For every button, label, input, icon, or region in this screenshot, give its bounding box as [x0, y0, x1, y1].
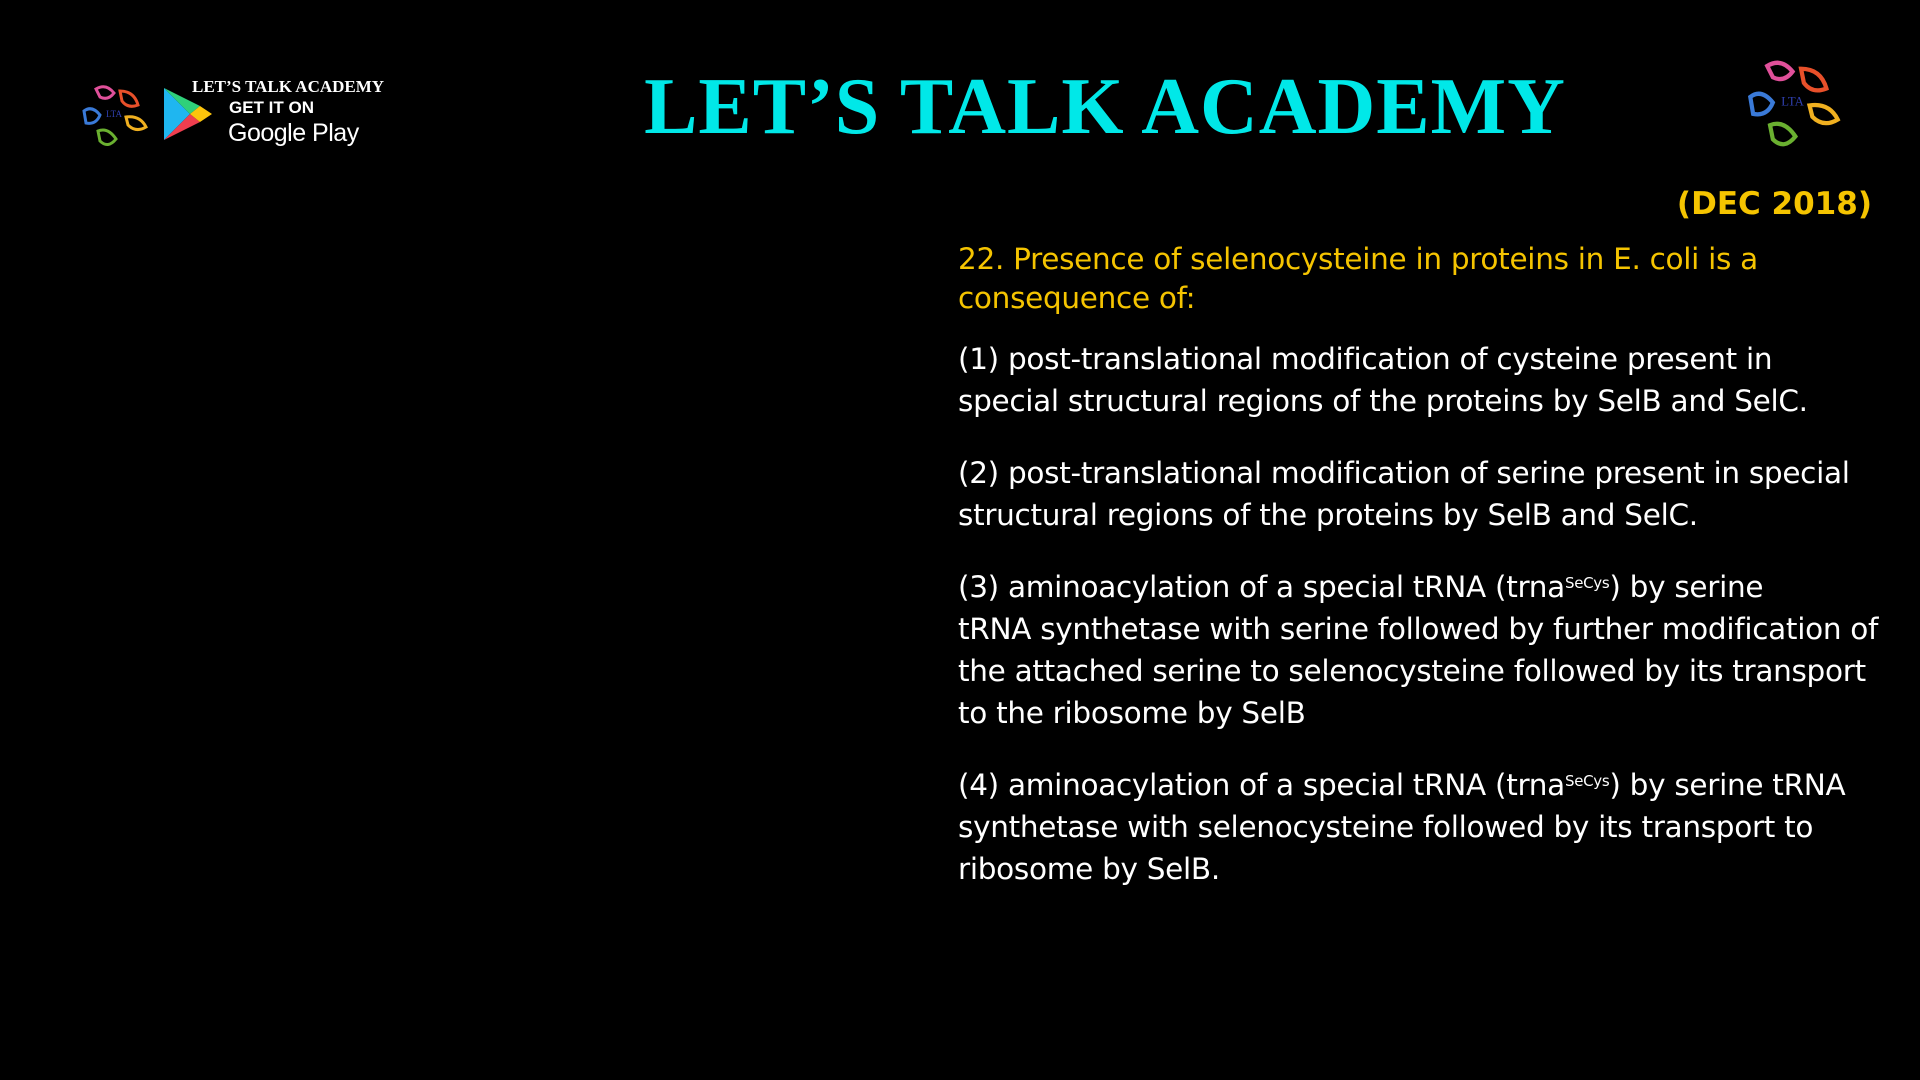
option-line: tRNA synthetase with serine followed by further modification of: [958, 612, 1879, 646]
superscript: SeCys: [1564, 772, 1610, 790]
superscript: SeCys: [1564, 574, 1610, 592]
option-text: ) by serine tRNA: [1609, 768, 1846, 802]
option-text: ) by serine: [1609, 570, 1764, 604]
svg-text:LTA: LTA: [1781, 94, 1804, 109]
option-line: [958, 566, 1763, 608]
exam-session-label: (DEC 2018): [1676, 186, 1872, 222]
option-line: (2) post-translational modification of serine present in special: [958, 456, 1850, 490]
svg-text:LTA: LTA: [106, 109, 122, 119]
option-line: [958, 764, 1845, 806]
option-line: the attached serine to selenocysteine followed by its transport: [958, 654, 1866, 688]
option-line: synthetase with selenocysteine followed by its transport to: [958, 810, 1814, 844]
option-line: ribosome by SelB.: [958, 852, 1220, 886]
option-line: (1) post-translational modification of cysteine present in: [958, 342, 1773, 376]
badge-google-play: Google Play: [228, 119, 359, 147]
page-title: LET’S TALK ACADEMY: [644, 63, 1566, 151]
question-line: consequence of:: [958, 281, 1196, 315]
badge-brand-text: LET’S TALK ACADEMY: [192, 77, 385, 96]
option-line: to the ribosome by SelB: [958, 696, 1306, 730]
badge-get-it-on: GET IT ON: [229, 98, 314, 117]
option-line: structural regions of the proteins by SelB and SelC.: [958, 498, 1698, 532]
option-text: (4) aminoacylation of a special tRNA (trna: [958, 768, 1565, 802]
option-text: (3) aminoacylation of a special tRNA (trna: [958, 570, 1565, 604]
question-line: 22. Presence of selenocysteine in proteins in E. coli is a: [958, 242, 1758, 276]
lta-logo-right-icon: [1739, 49, 1849, 159]
option-line: special structural regions of the proteins by SelB and SelC.: [958, 384, 1808, 418]
